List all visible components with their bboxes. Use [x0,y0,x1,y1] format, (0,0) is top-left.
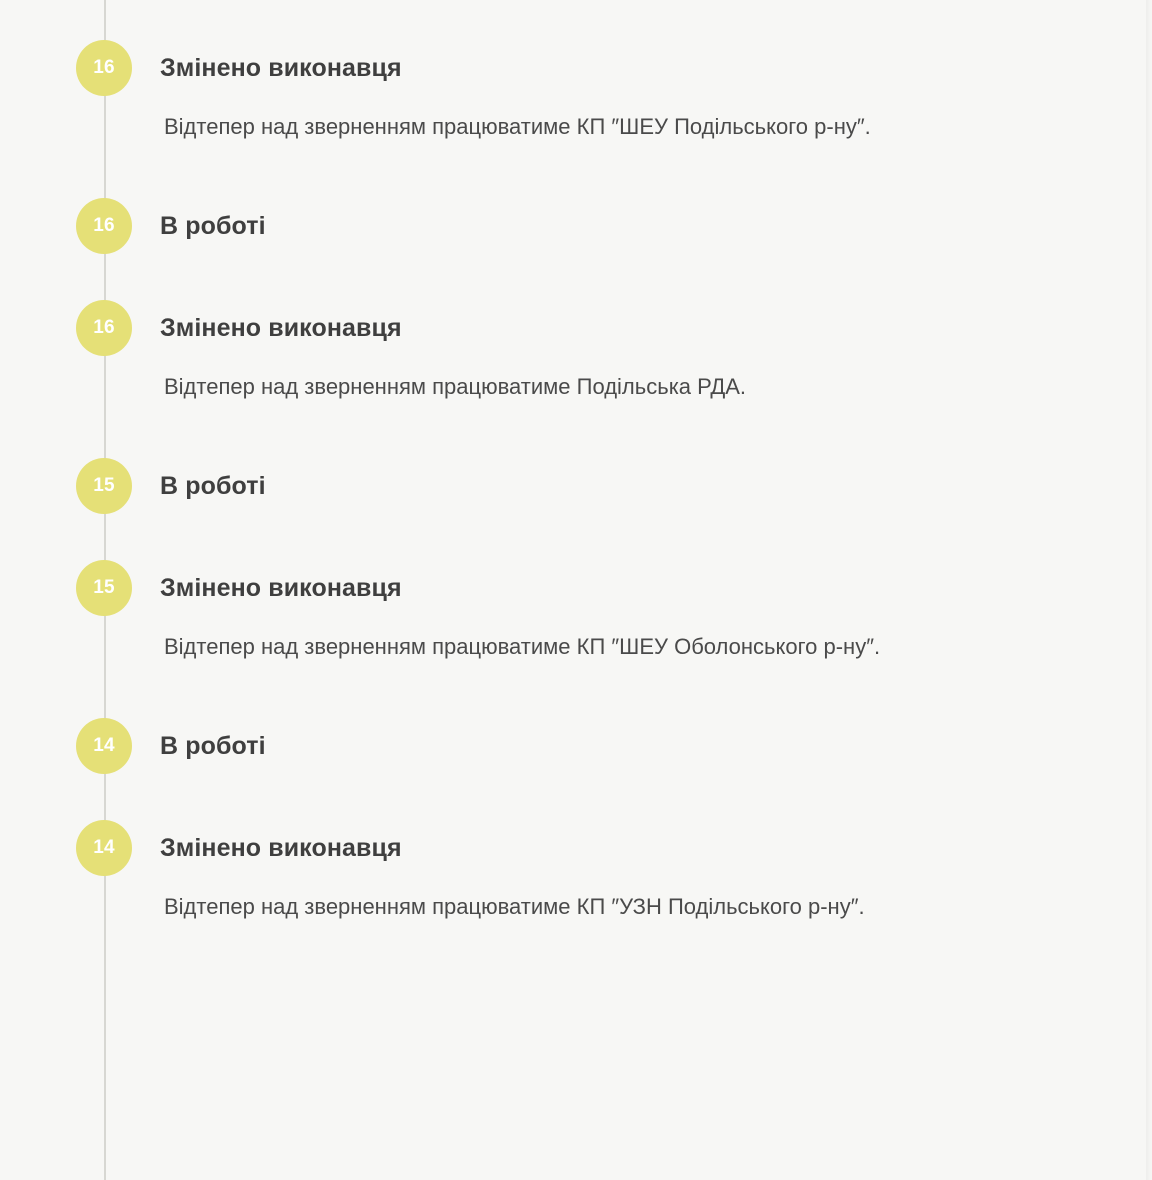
timeline-event[interactable] [0,820,1152,924]
timeline-event[interactable] [0,198,1152,254]
event-title: В роботі [160,732,266,761]
timeline-event[interactable] [0,718,1152,774]
event-title: Змінено виконавця [160,834,402,863]
page-edge-shadow [1146,0,1152,1180]
timeline-event[interactable] [0,40,1152,144]
event-title: Змінено виконавця [160,314,402,343]
event-day-badge: 16 [76,198,132,254]
event-day-badge: 15 [76,560,132,616]
event-description: Відтепер над зверненням працюватиме Подільська РДА. [164,374,747,400]
event-title: Змінено виконавця [160,54,402,82]
event-day-badge: 16 [76,40,132,96]
event-day-badge: 15 [76,458,132,514]
event-title: Змінено виконавця [160,574,402,603]
timeline-event[interactable] [0,458,1152,514]
event-description: Відтепер над зверненням працюватиме КП ″ШЕУ Подільського р-ну″. [164,114,871,139]
event-title: В роботі [160,472,266,501]
event-description: Відтепер над зверненням працюватиме КП ″ШЕУ Оболонського р-ну″. [164,634,881,660]
event-day-badge: 14 [76,718,132,774]
timeline-event[interactable] [0,560,1152,664]
event-day-badge: 14 [76,820,132,876]
event-day-badge: 16 [76,300,132,356]
timeline-event-list [0,40,1152,924]
event-description: Відтепер над зверненням працюватиме КП ″УЗН Подільського р-ну″. [164,894,865,920]
timeline-event[interactable] [0,300,1152,404]
event-title: В роботі [160,212,266,241]
timeline-top-spacer [0,0,1152,40]
